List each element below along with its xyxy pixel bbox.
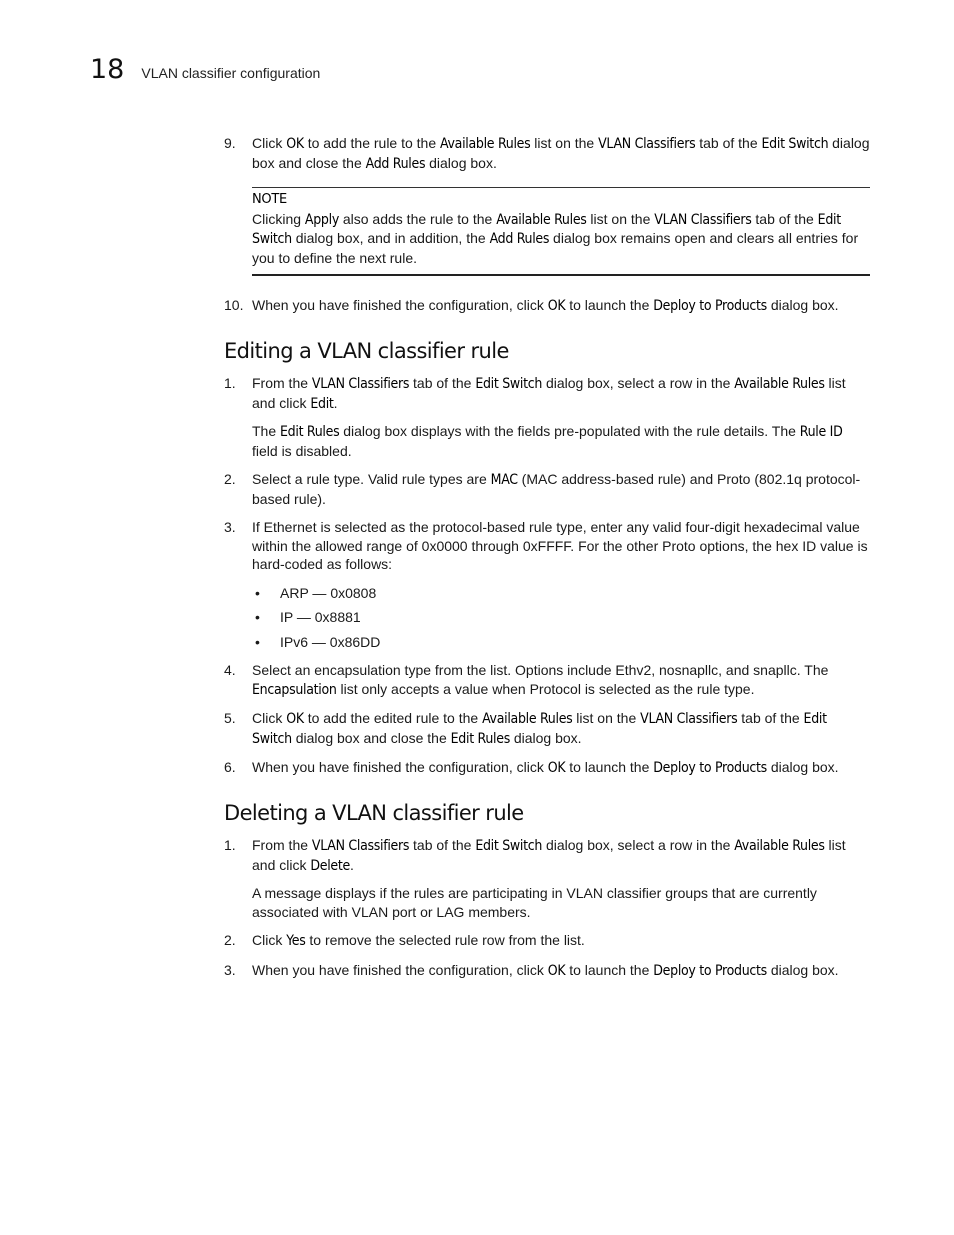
ui-term: Yes <box>286 933 306 949</box>
step-subtext: A message displays if the rules are participating in VLAN classifier groups that are currently associated with VLAN port or LAG members. <box>252 885 817 920</box>
ui-term: Add Rules <box>365 155 426 172</box>
ui-term: OK <box>547 962 566 979</box>
ui-term: VLAN Classifiers <box>640 711 738 727</box>
ui-term: Edit Switch <box>475 838 543 854</box>
ui-term: OK <box>547 760 566 776</box>
section-title-deleting: Deleting a VLAN classifier rule <box>224 800 524 825</box>
step-subtext: The Edit Rules dialog box displays with the fields pre-populated with the rule details. The Rule ID field is disabled. <box>252 423 843 459</box>
ui-term: Apply <box>304 211 339 228</box>
note-label: NOTE <box>252 192 287 207</box>
ui-term: Rule ID <box>799 424 843 440</box>
delete-step-2 <box>224 931 870 951</box>
note-box <box>252 187 870 276</box>
ui-term: Available Rules <box>496 211 587 228</box>
edit-step-6 <box>224 758 870 778</box>
hex-id-list <box>252 584 870 652</box>
step-text: Select an encapsulation type from the list. Options include Ethv2, nosnapllc, and snapllc. The Encapsulation list only accepts a value when Protocol is selected as the rule type. <box>252 662 829 698</box>
bullet-icon: • <box>255 584 260 601</box>
ui-term: Edit <box>310 395 334 412</box>
step-10 <box>224 296 870 316</box>
bullet-icon: • <box>255 633 260 650</box>
ui-term: Available Rules <box>440 136 531 152</box>
step-text: From the VLAN Classifiers tab of the Edit Switch dialog box, select a row in the Available Rules list and click Edit. <box>252 375 846 412</box>
edit-step-1 <box>224 374 870 460</box>
step-number: 2. <box>224 932 236 948</box>
page-header <box>90 54 320 85</box>
ui-term: Delete <box>310 857 350 874</box>
running-title: VLAN classifier configuration <box>141 65 321 81</box>
list-item: • IPv6 — 0x86DD <box>255 633 381 650</box>
ui-term: VLAN Classifiers <box>311 838 410 854</box>
edit-step-3 <box>224 518 870 651</box>
edit-step-4 <box>224 661 870 699</box>
edit-step-5 <box>224 709 870 748</box>
step-text: If Ethernet is selected as the protocol-based rule type, enter any valid four-digit hexadecimal value within the allowed range of 0x0000 through 0xFFFF. For the other Proto options, the hex ID value is hard-coded as follows: <box>252 519 868 572</box>
step-text: Click OK to add the edited rule to the Available Rules list on the VLAN Classifiers tab of the Edit Switch dialog box and close the Edit Rules dialog box. <box>252 710 827 747</box>
ui-term: VLAN Classifiers <box>598 136 696 152</box>
step-text: Click OK to add the rule to the Available Rules list on the VLAN Classifiers tab of the Edit Switch dialog box and close the Add Rules dialog box. <box>252 135 870 172</box>
ui-term: Deploy to Products <box>653 760 767 776</box>
step-number: 9. <box>224 135 236 151</box>
step-9 <box>224 134 870 173</box>
step-number: 2. <box>224 471 236 487</box>
ui-term: Edit Switch <box>252 711 827 747</box>
ui-term: OK <box>286 136 304 152</box>
ui-term: Edit Switch <box>252 211 841 247</box>
ui-term: Add Rules <box>489 231 550 247</box>
step-text: When you have finished the configuration, click OK to launch the Deploy to Products dialog box. <box>252 297 839 314</box>
chapter-number: 18 <box>90 54 125 85</box>
step-text: From the VLAN Classifiers tab of the Edit Switch dialog box, select a row in the Available Rules list and click Delete. <box>252 837 846 874</box>
ui-term: VLAN Classifiers <box>654 211 752 228</box>
step-number: 10. <box>224 297 244 313</box>
step-text: Select a rule type. Valid rule types are MAC (MAC address-based rule) and Proto (802.1q protocol-based rule). <box>252 471 861 507</box>
ui-term: Encapsulation <box>252 681 337 698</box>
section-title-editing: Editing a VLAN classifier rule <box>224 338 509 363</box>
list-item: • ARP — 0x0808 <box>255 584 377 601</box>
step-number: 1. <box>224 837 236 853</box>
edit-step-2 <box>224 470 870 508</box>
ui-term: Edit Switch <box>761 136 829 152</box>
ui-term: Available Rules <box>734 838 825 854</box>
delete-step-1 <box>224 836 870 921</box>
bullet-icon: • <box>255 609 260 625</box>
ui-term: Edit Switch <box>475 376 543 392</box>
step-text: When you have finished the configuration, click OK to launch the Deploy to Products dialog box. <box>252 759 839 776</box>
ui-term: Available Rules <box>734 376 825 392</box>
ui-term: Edit Rules <box>450 730 510 747</box>
step-text: When you have finished the configuration, click OK to launch the Deploy to Products dialog box. <box>252 961 839 979</box>
step-number: 6. <box>224 759 236 775</box>
step-text: Click Yes to remove the selected rule row from the list. <box>252 932 585 949</box>
step-number: 1. <box>224 375 236 391</box>
step-number: 3. <box>224 961 236 978</box>
ui-term: VLAN Classifiers <box>311 376 410 392</box>
ui-term: OK <box>547 298 566 314</box>
ui-term: Deploy to Products <box>653 298 767 314</box>
ui-term: Deploy to Products <box>653 962 767 979</box>
list-item: • IP — 0x8881 <box>255 609 361 625</box>
step-number: 5. <box>224 710 236 726</box>
ui-term: MAC <box>490 472 518 488</box>
ui-term: OK <box>286 711 304 727</box>
step-number: 3. <box>224 519 236 535</box>
note-text: Clicking Apply also adds the rule to the Available Rules list on the VLAN Classifiers tab of the Edit Switch dialog box, and in addition, the Add Rules dialog box remains open and clears all entries for you to define the next rule. <box>252 210 859 266</box>
step-number: 4. <box>224 662 236 678</box>
ui-term: Available Rules <box>482 711 573 727</box>
ui-term: Edit Rules <box>280 424 340 440</box>
delete-step-3 <box>224 961 870 981</box>
page-content <box>224 134 870 990</box>
